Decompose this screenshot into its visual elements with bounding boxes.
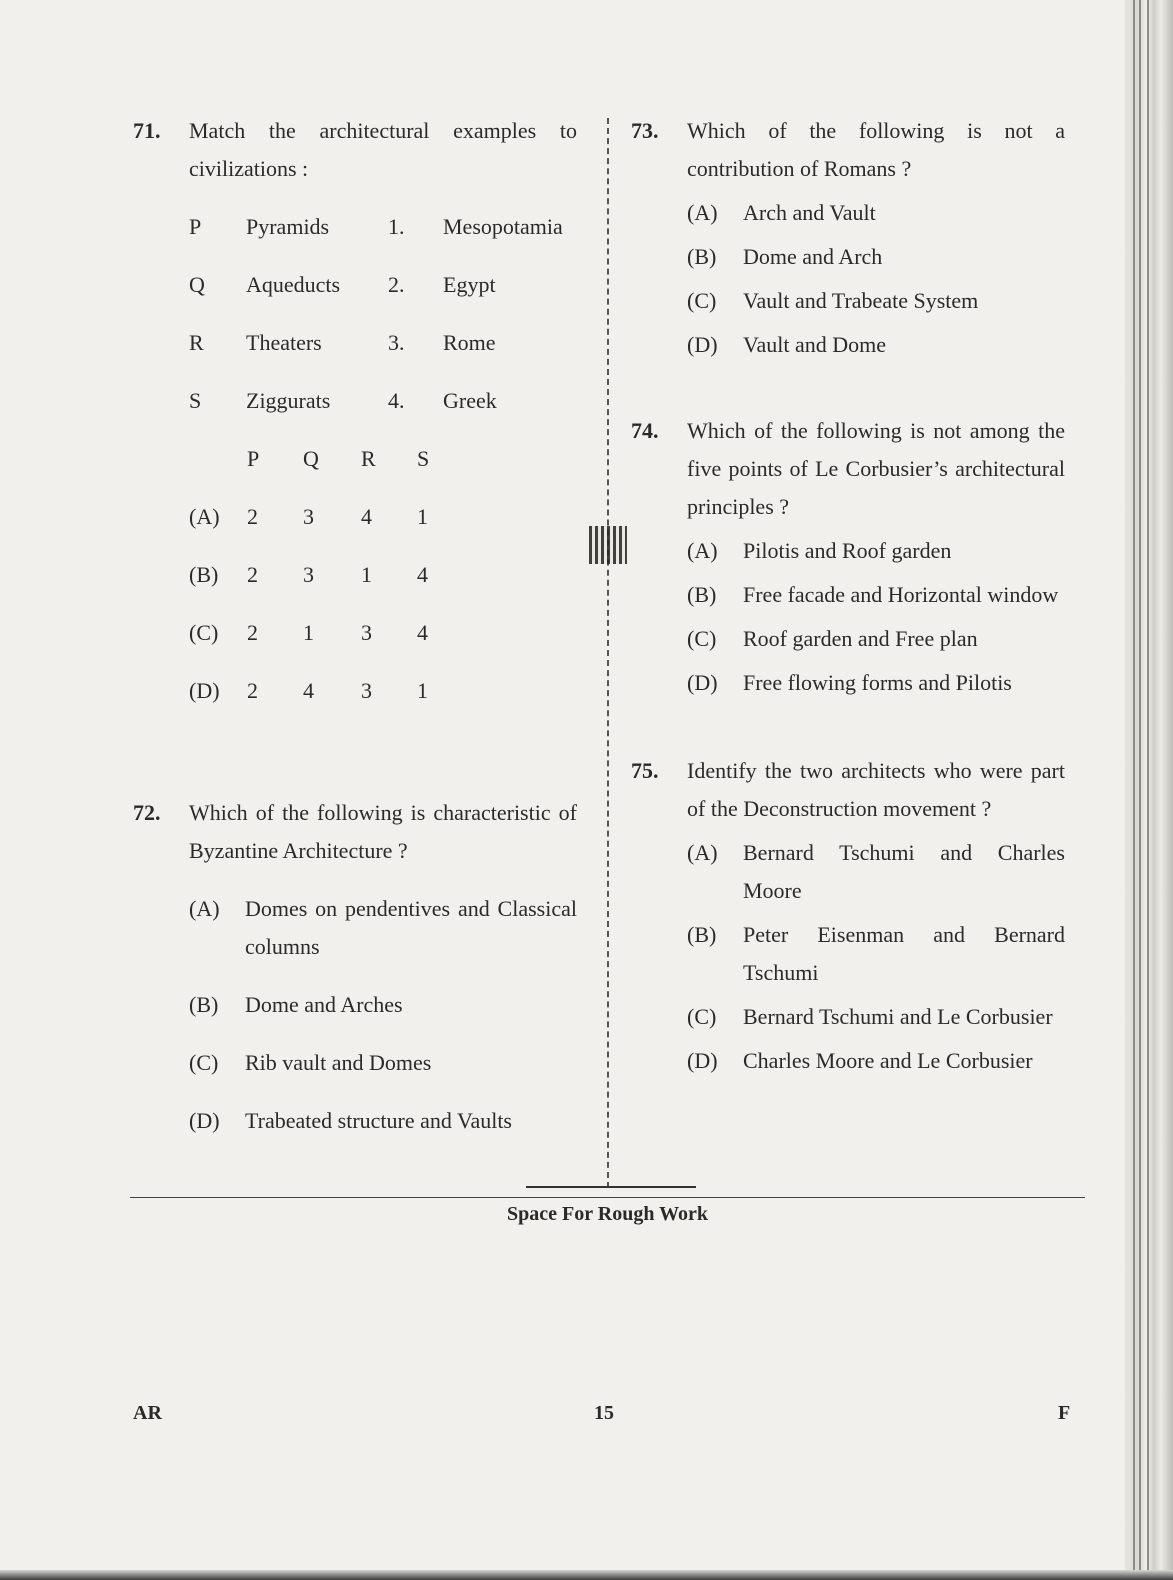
option-b[interactable] [189,556,577,614]
page-edge [1125,0,1173,1580]
options-list [687,194,1065,364]
match-row [189,324,577,382]
option-label: (C) [189,620,219,645]
option-c[interactable] [687,620,1065,658]
option-d[interactable] [687,664,1065,702]
question-text: Match the architectural examples to civilizations : [189,118,577,181]
match-row [189,382,577,440]
option-c[interactable] [687,282,1065,320]
option-a[interactable] [189,890,577,966]
question-text: Which of the following is not a contribution of Romans ? [687,118,1065,181]
option-label: (D) [687,1048,718,1073]
question-number: 71. [133,118,161,143]
left-column [133,112,577,1140]
question-73 [631,112,1065,364]
grid-header-cell: Q [303,446,319,471]
options-list [687,532,1065,702]
option-text: Domes on pendentives and Classical columns [245,896,577,959]
match-letter: S [189,388,202,413]
match-civilization: Mesopotamia [443,214,563,239]
column-divider [607,118,609,1188]
option-label: (B) [687,582,717,607]
grid-cell: 2 [247,504,258,529]
option-text: Trabeated structure and Vaults [245,1108,512,1133]
grid-cell: 1 [417,678,428,703]
grid-cell: 4 [303,678,314,703]
question-number: 74. [631,418,659,443]
match-letter: Q [189,272,205,297]
option-label: (D) [189,678,220,703]
match-number: 1. [388,214,405,239]
option-c[interactable] [189,614,577,672]
grid-cell: 1 [361,562,372,587]
question-71 [133,112,577,730]
question-75 [631,752,1065,1080]
question-text: Which of the following is not among the five points of Le Corbusier’s architectural principles ? [687,418,1065,519]
option-label: (D) [189,1108,220,1133]
option-text: Bernard Tschumi and Charles Moore [743,840,1065,903]
grid-cell: 3 [361,620,372,645]
option-text: Vault and Trabeate System [743,288,979,313]
option-text: Roof garden and Free plan [743,626,978,651]
option-d[interactable] [189,672,577,730]
grid-cell: 2 [247,678,258,703]
question-72 [133,794,577,1140]
bottom-edge [0,1570,1173,1580]
match-letter: P [189,214,202,239]
grid-cell: 3 [303,562,314,587]
rough-work-rule [130,1197,1085,1198]
option-label: (C) [189,1050,219,1075]
grid-cell: 2 [247,562,258,587]
option-label: (B) [189,562,219,587]
option-label: (B) [687,244,717,269]
grid-cell: 2 [247,620,258,645]
option-label: (D) [687,670,718,695]
option-a[interactable] [189,498,577,556]
edge-line [1139,0,1141,1580]
grid-cell: 3 [361,678,372,703]
option-b[interactable] [687,576,1065,614]
option-d[interactable] [189,1102,577,1140]
grid-header-cell: P [247,446,260,471]
option-b[interactable] [687,916,1065,992]
option-text: Free flowing forms and Pilotis [743,670,1012,695]
qr-code-icon [589,526,627,564]
option-c[interactable] [189,1044,577,1082]
option-a[interactable] [687,532,1065,570]
option-a[interactable] [687,194,1065,232]
match-row [189,208,577,266]
grid-header-cell: R [361,446,376,471]
divider-foot [526,1186,696,1188]
option-d[interactable] [687,326,1065,364]
match-number: 2. [388,272,405,297]
option-label: (A) [687,538,718,563]
option-label: (A) [687,200,718,225]
match-number: 3. [388,330,405,355]
match-letter: R [189,330,204,355]
options-list [133,890,577,1140]
option-text: Rib vault and Domes [245,1050,432,1075]
option-label: (A) [687,840,718,865]
grid-cell: 4 [361,504,372,529]
question-number: 72. [133,800,161,825]
question-text: Identify the two architects who were part of the Deconstruction movement ? [687,758,1065,821]
footer-series-code: F [1058,1402,1071,1424]
option-label: (C) [687,626,717,651]
match-item: Ziggurats [246,388,331,413]
option-label: (D) [687,332,718,357]
question-number: 75. [631,758,659,783]
option-b[interactable] [687,238,1065,276]
option-b[interactable] [189,986,577,1024]
match-civilization: Greek [443,388,497,413]
option-label: (A) [189,504,220,529]
match-number: 4. [388,388,405,413]
grid-cell: 1 [303,620,314,645]
question-number: 73. [631,118,659,143]
option-label: (B) [687,922,717,947]
footer-page-number: 15 [594,1402,614,1424]
option-label: (C) [687,1004,717,1029]
option-text: Pilotis and Roof garden [743,538,952,563]
option-text: Arch and Vault [743,200,876,225]
answer-grid-header [189,440,577,498]
match-row [189,266,577,324]
option-label: (A) [189,896,220,921]
match-civilization: Egypt [443,272,496,297]
option-text: Charles Moore and Le Corbusier [743,1048,1033,1073]
match-item: Theaters [246,330,322,355]
grid-header-cell: S [417,446,430,471]
option-text: Bernard Tschumi and Le Corbusier [743,1004,1053,1029]
grid-cell: 4 [417,620,428,645]
option-a[interactable] [687,834,1065,910]
options-list [687,834,1065,1080]
option-text: Dome and Arch [743,244,883,269]
footer-subject-code: AR [133,1402,162,1424]
question-74 [631,412,1065,702]
rough-work-label: Space For Rough Work [507,1203,708,1225]
option-d[interactable] [687,1042,1065,1080]
match-list [189,208,577,730]
match-item: Pyramids [246,214,330,239]
option-text: Vault and Dome [743,332,886,357]
option-label: (B) [189,992,219,1017]
option-text: Peter Eisenman and Bernard Tschumi [743,922,1065,985]
option-c[interactable] [687,998,1065,1036]
match-civilization: Rome [443,330,496,355]
edge-line [1147,0,1149,1580]
grid-cell: 3 [303,504,314,529]
option-text: Free facade and Horizontal window [743,582,1059,607]
grid-cell: 1 [417,504,428,529]
option-text: Dome and Arches [245,992,403,1017]
right-column [631,112,1065,1080]
match-item: Aqueducts [246,272,341,297]
option-label: (C) [687,288,717,313]
edge-line [1133,0,1135,1580]
question-text: Which of the following is characteristic of Byzantine Architecture ? [189,800,577,863]
grid-cell: 4 [417,562,428,587]
